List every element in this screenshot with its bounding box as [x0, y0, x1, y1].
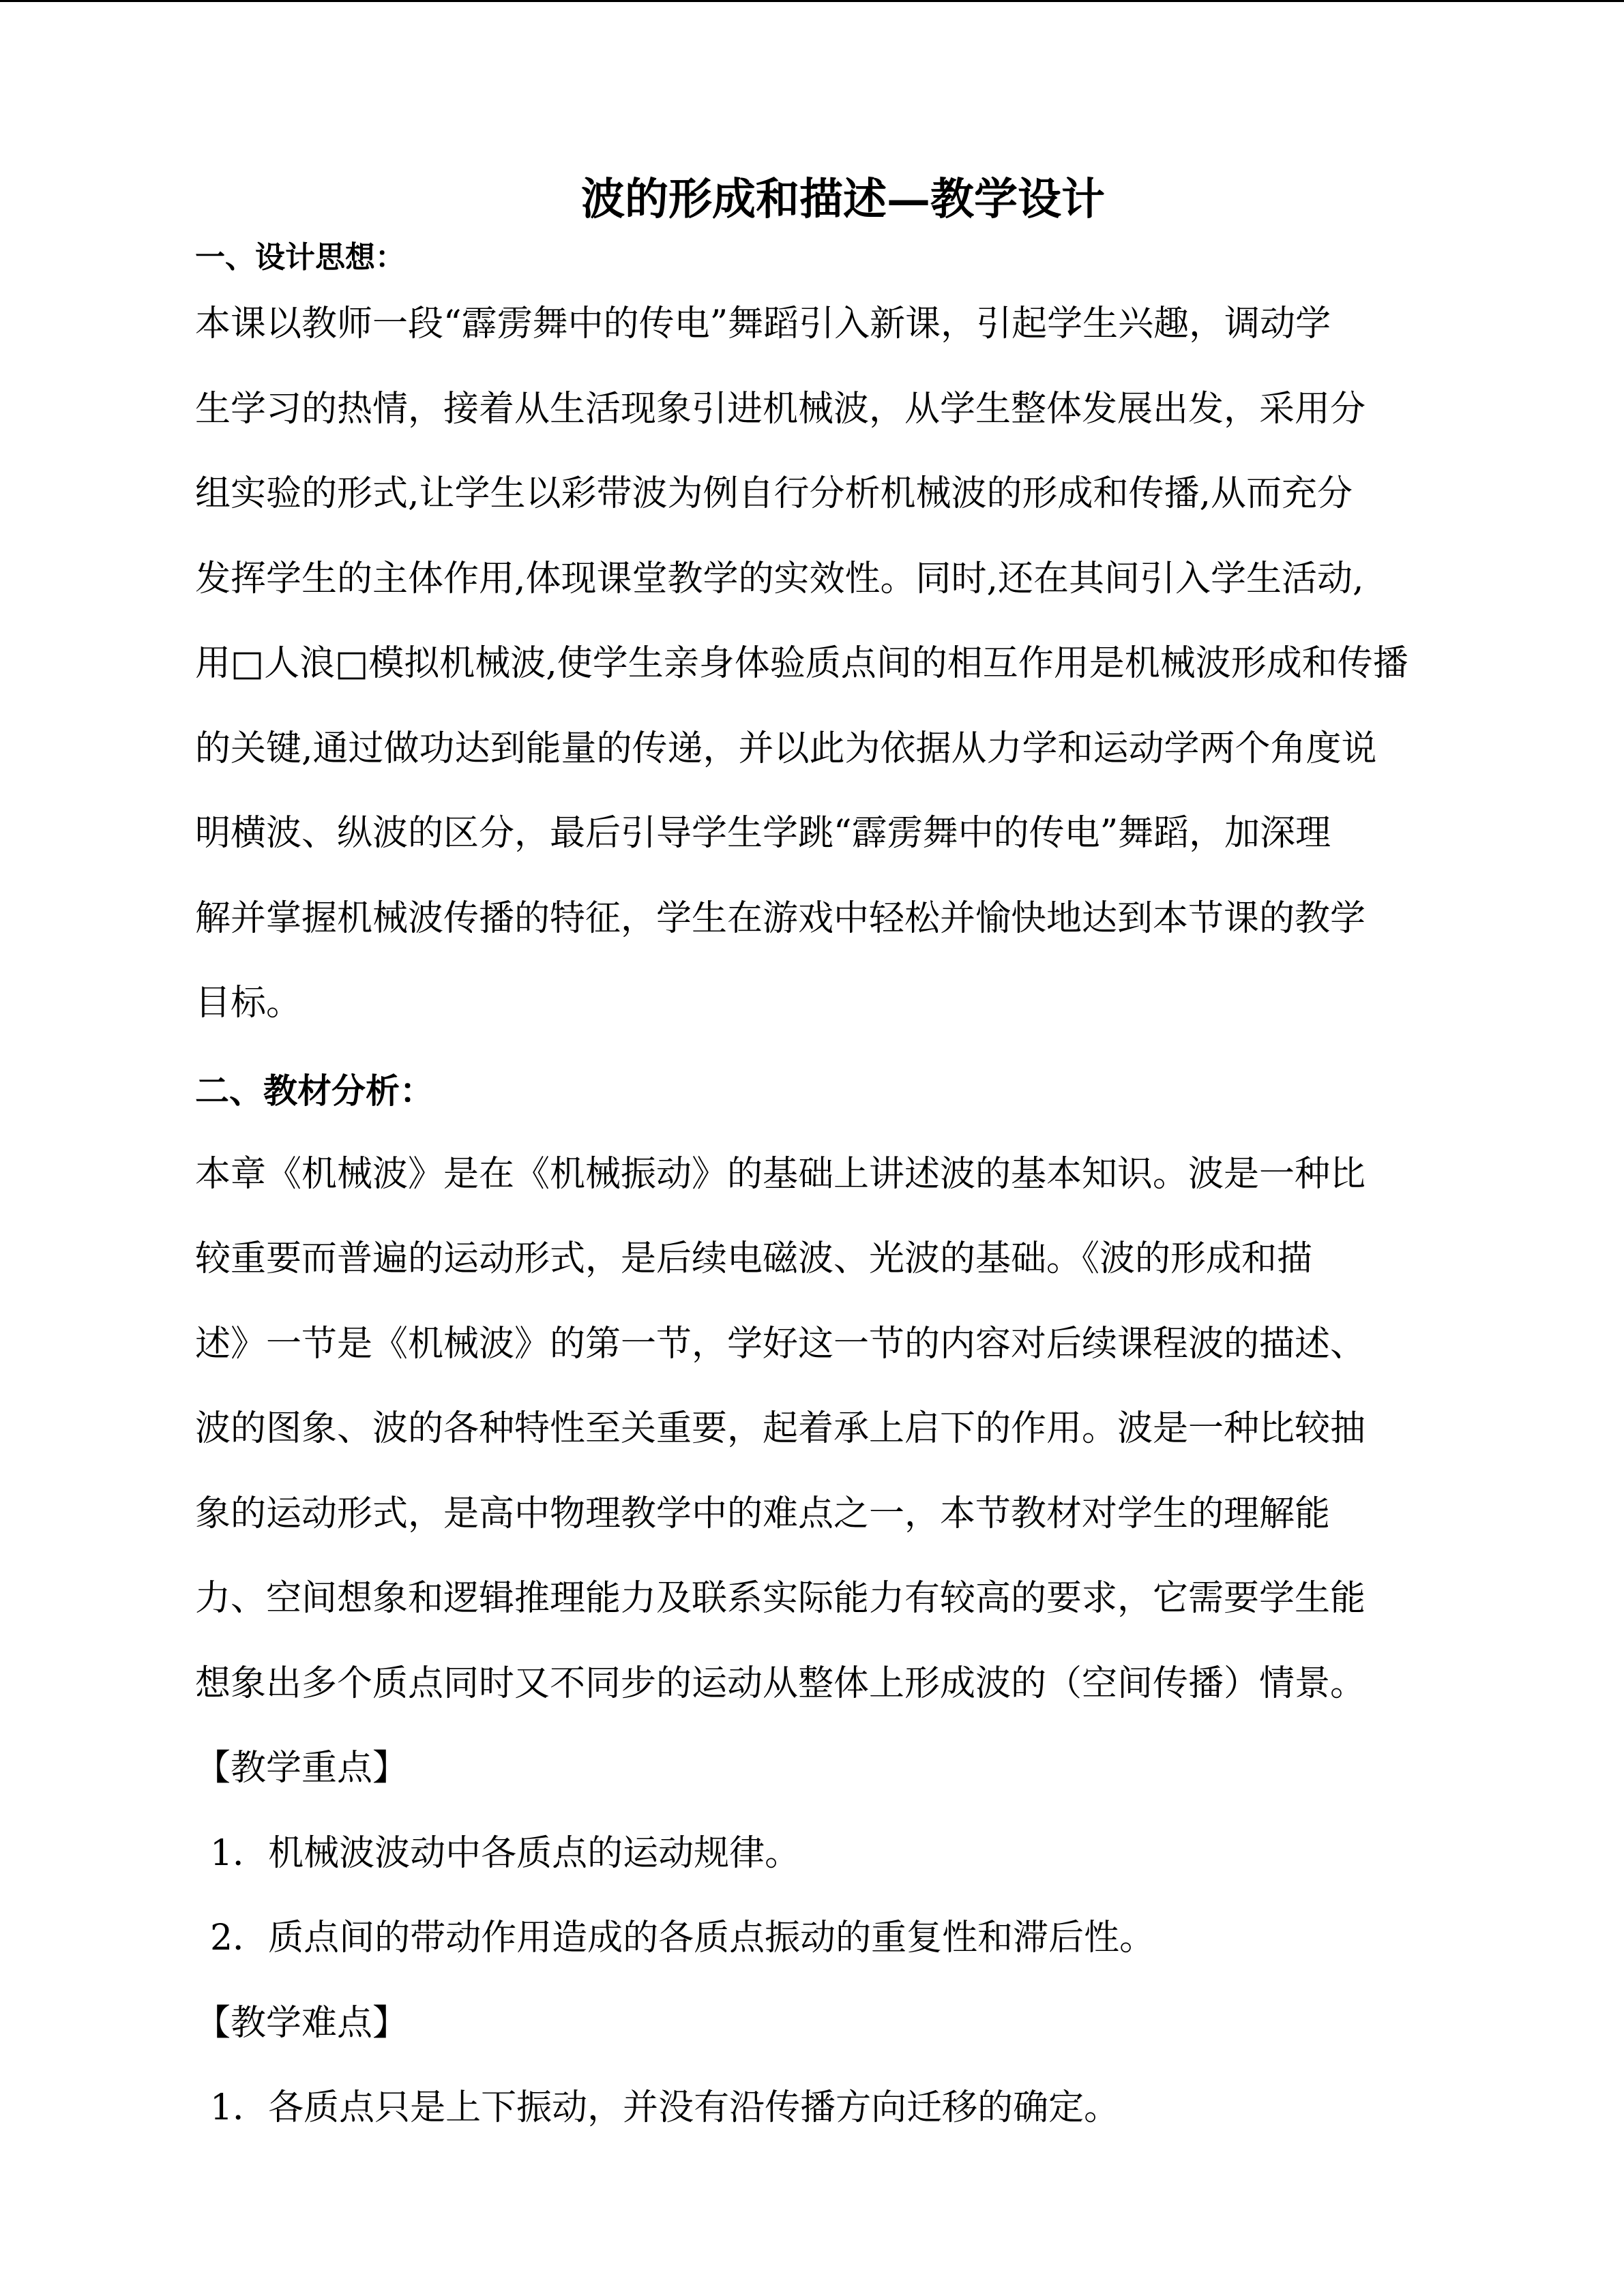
paragraph-line: 述》一节是《机械波》的第一节，学好这一节的内容对后续课程波的描述、 [195, 1323, 1366, 1365]
list-item [195, 1811, 1464, 1896]
list-item-text: 质点间的带动作用造成的各质点振动的重复性和滞后性。 [268, 1918, 1155, 1958]
paragraph-line: 力、空间想象和逻辑推理能力及联系实际能力有较高的要求，它需要学生能 [195, 1578, 1366, 1619]
section-textbook-analysis-body [195, 1132, 1464, 1727]
document-title: 波的形成和描述—教学设计 [581, 174, 1105, 225]
list-item-text: 机械波波动中各质点的运动规律。 [268, 1832, 801, 1874]
list-item-text: 各质点只是上下振动，并没有沿传播方向迁移的确定。 [268, 2087, 1120, 2128]
list-item-number: 2． [210, 1918, 269, 1958]
paragraph-line: 想象出多个质点同时又不同步的运动从整体上形成波的（空间传播）情景。 [195, 1663, 1366, 1704]
paragraph-line: 组实验的形式,让学生以彩带波为例自行分析机械波的形成和传播,从而充分 [195, 473, 1353, 514]
list-item [195, 2066, 1464, 2151]
paragraph-line: 本课以教师一段“霹雳舞中的传电”舞蹈引入新课，引起学生兴趣，调动学 [195, 303, 1331, 344]
paragraph-line: 本章《机械波》是在《机械振动》的基础上讲述波的基本知识。波是一种比 [195, 1153, 1366, 1195]
list-item-number: 1． [210, 2087, 269, 2128]
section-textbook-analysis-heading: 二、教材分析： [195, 1070, 434, 1111]
paragraph-line: 发挥学生的主体作用,体现课堂教学的实效性。同时,还在其间引入学生活动, [195, 558, 1364, 599]
paragraph-line: 明横波、纵波的区分，最后引导学生学跳“霹雳舞中的传电”舞蹈，加深理 [195, 813, 1331, 854]
paragraph-line: 用□人浪□模拟机械波,使学生亲身体验质点间的相互作用是机械波形成和传播 [195, 643, 1408, 684]
difficulties-heading: 【教学难点】 [195, 2002, 409, 2044]
paragraph-line: 较重要而普遍的运动形式，是后续电磁波、光波的基础。《波的形成和描 [195, 1238, 1313, 1279]
paragraph-line: 象的运动形式，是高中物理教学中的难点之一，本节教材对学生的理解能 [195, 1493, 1331, 1534]
list-item-number: 1． [210, 1832, 269, 1874]
paragraph-line: 解并掌握机械波传播的特征，学生在游戏中轻松并愉快地达到本节课的教学 [195, 897, 1366, 939]
key-points-heading: 【教学重点】 [195, 1748, 409, 1789]
paragraph-line: 波的图象、波的各种特性至关重要，起着承上启下的作用。波是一种比较抽 [195, 1408, 1366, 1449]
list-item [195, 1896, 1464, 1981]
section-design-idea-heading: 一、设计思想： [195, 240, 405, 275]
paragraph-line: 的关键,通过做功达到能量的传递，并以此为依据从力学和运动学两个角度说 [195, 728, 1377, 769]
paragraph-line: 目标。 [195, 983, 302, 1024]
section-design-idea-body [195, 282, 1464, 1046]
top-border-rule [0, 0, 1624, 2]
document-page [195, 167, 1464, 2151]
paragraph-line: 生学习的热情，接着从生活现象引进机械波，从学生整体发展出发，采用分 [195, 388, 1366, 430]
